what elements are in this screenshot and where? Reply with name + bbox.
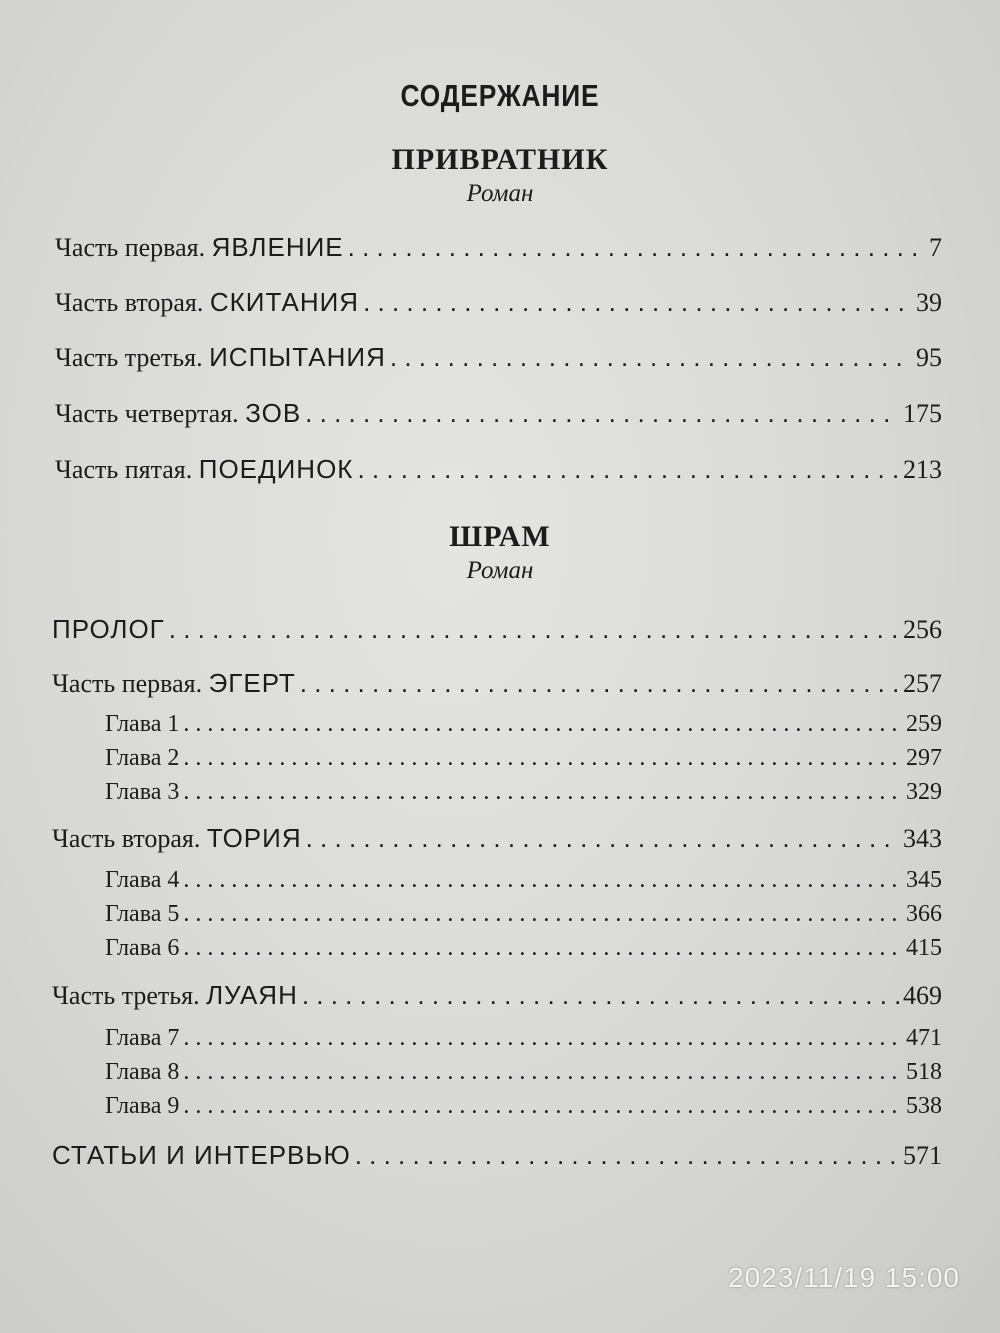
work-subtitle-shram: Роман: [466, 557, 534, 584]
toc-entry-chapter: Глава 8 . . . 518: [105, 1059, 942, 1086]
page-number: 571: [903, 1141, 942, 1170]
page-number: 175: [903, 399, 942, 428]
page-number: 95: [916, 343, 942, 372]
dot-leader: [169, 614, 899, 645]
dot-leader: [302, 980, 899, 1011]
page-number: 259: [906, 711, 942, 737]
toc-entry: Часть четвертая. ЗОВ . . . 175: [55, 398, 942, 429]
page-number: 256: [903, 615, 942, 644]
page-number: 415: [906, 935, 942, 961]
dot-leader: [183, 745, 902, 772]
dot-leader: [183, 779, 902, 806]
page-number: 343: [903, 824, 942, 853]
dot-leader: [306, 823, 899, 854]
toc-entry-chapter: Глава 1 . . . 259: [105, 711, 942, 738]
page-number: 518: [906, 1059, 942, 1085]
toc-entry-chapter: Глава 9 . . . 538: [105, 1093, 942, 1120]
page-number: 7: [929, 233, 942, 262]
toc-entry-part: Часть третья. ЛУАЯН . . . 469: [52, 980, 942, 1011]
contents-heading: СОДЕРЖАНИЕ: [400, 78, 600, 113]
work-subtitle-privratnik: Роман: [466, 180, 534, 207]
page-number: 345: [906, 867, 942, 893]
dot-leader: [305, 398, 899, 429]
toc-entry-chapter: Глава 6 . . . 415: [105, 935, 942, 962]
toc-entry-part: Часть вторая. ТОРИЯ . . . 343: [52, 823, 942, 854]
dot-leader: [183, 901, 902, 928]
toc-entry: Часть вторая. СКИТАНИЯ . . . 39: [55, 287, 942, 318]
page-number: 257: [903, 669, 942, 698]
dot-leader: [183, 1025, 902, 1052]
toc-entry-chapter: Глава 3 . . . 329: [105, 779, 942, 806]
page-number: 366: [906, 901, 942, 927]
dot-leader: [363, 287, 912, 318]
toc-entry-articles: СТАТЬИ И ИНТЕРВЬЮ . . . 571: [52, 1140, 942, 1171]
toc-entry-chapter: Глава 5 . . . 366: [105, 901, 942, 928]
work-title-privratnik: ПРИВРАТНИК: [391, 143, 609, 176]
toc-entry: Часть третья. ИСПЫТАНИЯ . . . 95: [55, 342, 942, 373]
toc-entry: Часть пятая. ПОЕДИНОК . . . 213: [55, 454, 942, 485]
toc-entry-part: Часть первая. ЭГЕРТ . . . 257: [52, 668, 942, 699]
toc-entry-chapter: Глава 4 . . . 345: [105, 867, 942, 894]
page-number: 39: [916, 288, 942, 317]
page-number: 329: [906, 779, 942, 805]
page-number: 297: [906, 745, 942, 771]
toc-entry: Часть первая. ЯВЛЕНИЕ . . . 7: [55, 232, 942, 263]
page-number: 538: [906, 1093, 942, 1119]
page-number: 471: [906, 1025, 942, 1051]
toc-entry-chapter: Глава 2 . . . 297: [105, 745, 942, 772]
dot-leader: [183, 867, 902, 894]
dot-leader: [183, 1093, 902, 1120]
dot-leader: [183, 711, 902, 738]
dot-leader: [355, 1140, 899, 1171]
page-number: 469: [903, 981, 942, 1010]
photo-timestamp: 2023/11/19 15:00: [728, 1262, 960, 1293]
dot-leader: [300, 668, 899, 699]
toc-entry-chapter: Глава 7 . . . 471: [105, 1025, 942, 1052]
dot-leader: [183, 1059, 902, 1086]
toc-entry-prologue: ПРОЛОГ . . . 256: [52, 614, 942, 645]
work-title-shram: ШРАМ: [449, 520, 551, 553]
page-number: 213: [903, 455, 942, 484]
dot-leader: [357, 454, 899, 485]
dot-leader: [348, 232, 925, 263]
dot-leader: [183, 935, 902, 962]
dot-leader: [390, 342, 912, 373]
